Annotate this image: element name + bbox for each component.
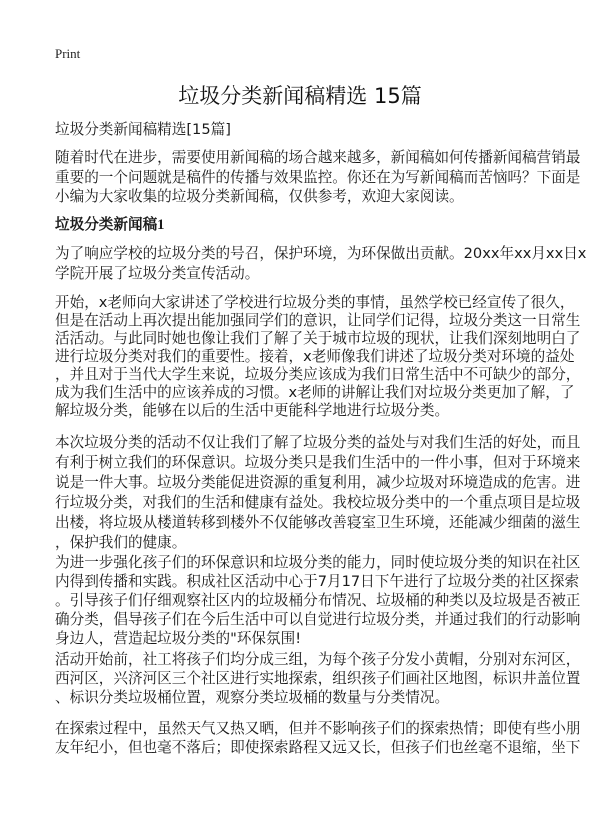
paragraph — [55, 719, 581, 757]
text-line: 成为我们生活中的应该养成的习惯。x老师的讲解让我们对垃圾分类更加了解，了 — [55, 384, 575, 401]
text-line: 但是在活动上再次提出能加强同学们的意识，让同学们记得，垃圾分类这一日常生 — [55, 312, 581, 329]
text-line: 身边人，营造起垃圾分类的"环保氛围! — [55, 630, 302, 647]
text-line: 解垃圾分类，能够在以后的生活中更能科学地进行垃圾分类。 — [55, 402, 450, 419]
text-line: 为进一步强化孩子们的环保意识和垃圾分类的能力，同时使垃圾分类的知识在社区 — [55, 554, 581, 571]
paragraph — [55, 294, 581, 420]
text-line: 学院开展了垃圾分类宣传活动。 — [55, 264, 260, 282]
text-line: 友年纪小，但也毫不落后；即使探索路程又远又长，但孩子们也丝毫不退缩，坐下 — [55, 739, 581, 756]
text-line: ，并且对于当代大学生来说，垃圾分类应该成为我们日常生活中不可缺少的部分， — [55, 366, 581, 383]
text-line: 随着时代在进步，需要使用新闻稿的场合越来越多，新闻稿如何传播新闻稿营销最 — [55, 149, 581, 166]
text-line: 内得到传播和实践。积成社区活动中心于7月17日下午进行了垃圾分类的社区探索 — [55, 573, 580, 590]
text-line: 开始，x老师向大家讲述了学校进行垃圾分类的事情，虽然学校已经宣传了很久， — [55, 294, 575, 311]
text-line: 西河区，兴济河区三个社区进行实地探索，组织孩子们画社区地图，标识井盖位置 — [55, 670, 581, 687]
text-line: 本次垃圾分类的活动不仅让我们了解了垃圾分类的益处与对我们生活的好处，而且 — [55, 434, 581, 451]
paragraph — [55, 433, 581, 553]
text-line: 重要的一个问题就是稿件的传播与效果监控。你还在为写新闻稿而苦恼吗？下面是 — [55, 168, 581, 186]
section-heading: 垃圾分类新闻稿1 — [55, 217, 165, 233]
text-line: 为了响应学校的垃圾分类的号召，保护环境，为环保做出贡献。20xx年xx月xx日x — [55, 245, 587, 262]
text-line: 活动开始前，社工将孩子们均分成三组，为每个孩子分发小黄帽，分别对东河区， — [55, 651, 581, 668]
page-title: 垃圾分类新闻稿精选 15篇 — [178, 84, 422, 108]
text-line: 。引导孩子们仔细观察社区内的垃圾桶分布情况、垃圾桶的种类以及垃圾是否被正 — [55, 592, 581, 609]
print-link[interactable]: Print — [55, 46, 81, 61]
text-line: 确分类，倡导孩子们在今后生活中可以自觉进行垃圾分类，并通过我们的行动影响 — [55, 611, 581, 628]
intro-paragraph — [55, 148, 581, 207]
text-line: 活活动。与此同时她也像让我们了解了关于城市垃圾的现状，让我们深刻地明白了 — [55, 330, 581, 347]
text-line: 小编为大家收集的垃圾分类新闻稿，仅供参考，欢迎大家阅读。 — [55, 188, 464, 205]
subtitle: 垃圾分类新闻稿精选[15篇] — [55, 121, 231, 138]
paragraph — [55, 244, 587, 283]
text-line: 在探索过程中，虽然天气又热又晒，但并不影响孩子们的探索热情；即使有些小朋 — [55, 720, 581, 737]
paragraph — [55, 650, 581, 707]
text-line: ，保护我们的健康。 — [55, 534, 187, 551]
text-line: 、标识分类垃圾桶位置，观察分类垃圾桶的数量与分类情况。 — [55, 689, 450, 706]
text-line: 行垃圾分类，对我们的生活和健康有益处。我校垃圾分类中的一个重点项目是垃圾 — [55, 494, 581, 511]
text-line: 出楼，将垃圾从楼道转移到楼外不仅能够改善寝室卫生环境，还能减少细菌的滋生 — [55, 514, 581, 531]
paragraph — [55, 553, 581, 648]
text-line: 进行垃圾分类对我们的重要性。接着，x老师像我们讲述了垃圾分类对环境的益处 — [55, 348, 575, 365]
text-line: 有利于树立我们的环保意识。垃圾分类只是我们生活中的一件小事，但对于环境来 — [55, 454, 581, 471]
text-line: 说是一件大事。垃圾分类能促进资源的重复利用，减少垃圾对环境造成的危害。进 — [55, 474, 581, 491]
